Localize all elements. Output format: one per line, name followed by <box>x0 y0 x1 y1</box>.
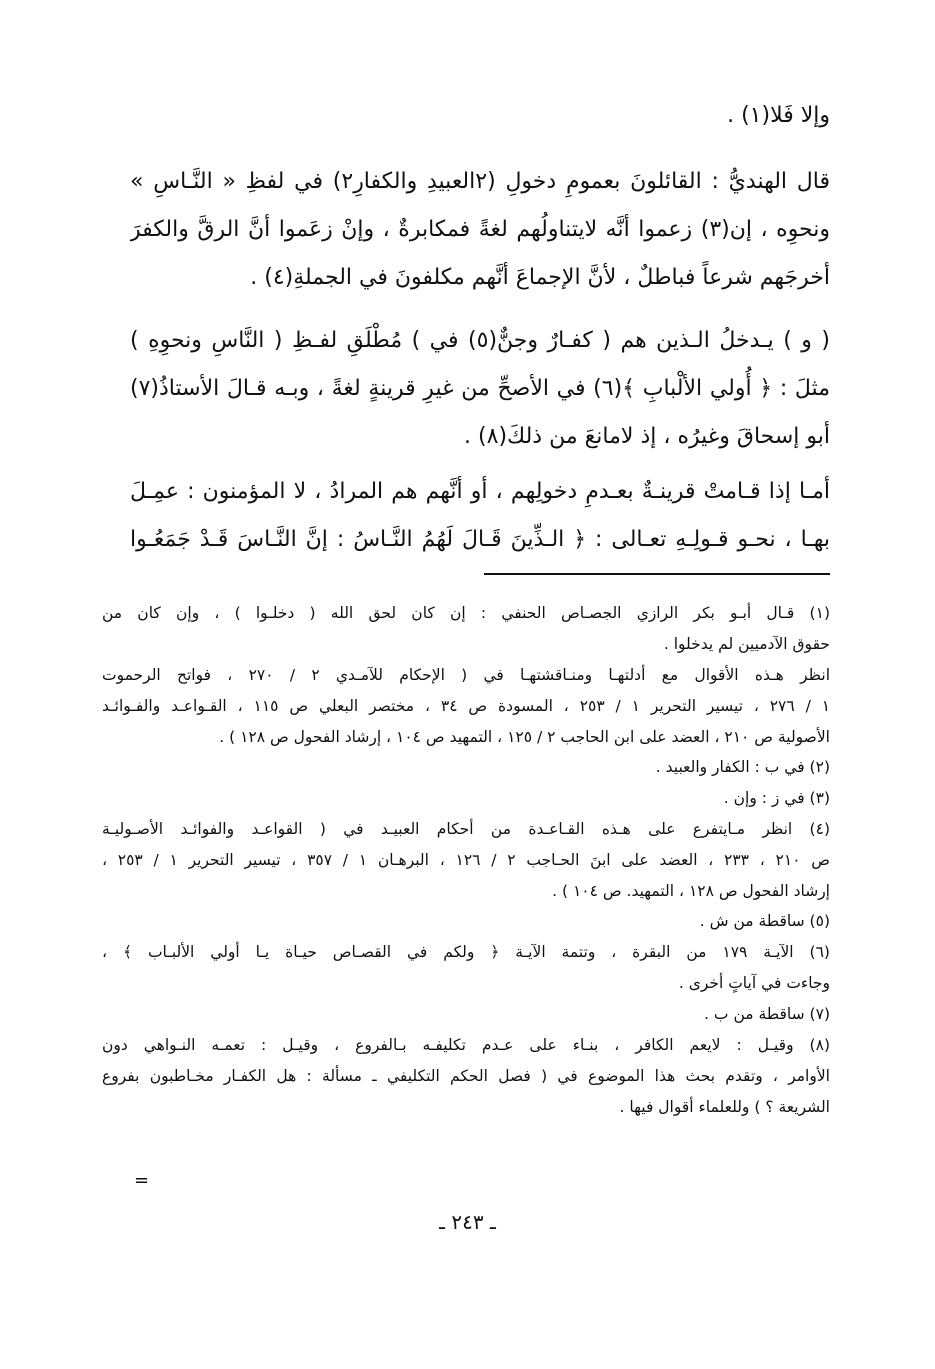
footnote-line: حقوق الآدميين لم يدخلوا . <box>663 634 830 653</box>
main-paragraph <box>130 92 830 140</box>
footnote <box>102 1030 830 1122</box>
footnote-separator <box>484 573 830 575</box>
footnote <box>102 937 830 999</box>
footnote-line: انظر هـذه الأقوال مع أدلتهـا ومنـاقشتهـا في ( الإحكام للآمـدي ٢ / ٢٧٠ ، فواتح الرحموت <box>102 666 830 684</box>
main-line: أخرجَهم شرعاً فباطلٌ ، لأنَّ الإجماعَ أنَّهم مكلفونَ في الجملةِ(٤) . <box>250 265 830 290</box>
footnote-line: (٢) في ب : الكفار والعبيد . <box>655 758 830 776</box>
main-paragraph <box>130 158 830 302</box>
main-line: بهـا ، نحـو قـولِـهِ تعـالى : ﴿ الـذِّينَ قَـالَ لَهُمُ النَّـاسُ : إنَّ النَّـاسَ قَـدْ جَمَعُـوا <box>130 527 830 552</box>
main-line: أمـا إذا قـامتْ قرينـةٌ بعـدمِ دخولِهم ، أو أنَّهم هم المرادُ ، لا المؤمنون : عمِـلَ <box>130 479 830 504</box>
footnote-line: إرشاد الفحول ص ١٢٨ ، التمهيد. ص ١٠٤ ) . <box>552 881 830 900</box>
main-paragraph <box>130 317 830 461</box>
footnote-line: (١) قـال أبـو بكر الرازي الجصـاص الحنفي : إن كان لحق الله ( دخلـوا ) ، وإن كان من <box>102 604 830 622</box>
footnote-line: وجاءت في آياتٍ أخرى . <box>678 973 830 992</box>
footnote-line: (٣) في ز : وإن . <box>723 789 830 807</box>
page-number: ـ ٢٤٣ ـ <box>439 1210 496 1234</box>
footnote-line: الأوامر ، وتقدم بحث هذا الموضوع في ( فصل الحكم التكليفي ـ مسألة : هل الكفـار مخـاطبون بفروع <box>102 1066 830 1085</box>
footnote-line: الشريعة ؟ ) وللعلماء أقوال فيها . <box>619 1097 830 1116</box>
footnote-line: (٧) ساقطة من ب . <box>704 1005 830 1023</box>
footnote <box>102 660 830 752</box>
footnote-line: (٥) ساقطة من ش . <box>699 912 830 930</box>
footnote-line: ١ / ٢٧٦ ، تيسير التحرير ١ / ٢٥٣ ، المسودة ص ٣٤ ، مختصر البعلي ص ١١٥ ، القـواعـد والفـوائـد <box>102 696 830 715</box>
footnote-line: الأصولية ص ٢١٠ ، العضد على ابن الحاجب ٢ / ١٢٥ ، التمهيد ص ١٠٤ ، إرشاد الفحول ص ١٢٨ ) . <box>219 727 830 746</box>
footnote-line: ص ٢١٠ ، ٢٣٣ ، العضد على ابنَ الحـاجب ٢ / ١٢٦ ، البرهـان ١ / ٣٥٧ ، تيسير التحرير ١ / ٢٥٣ ، <box>102 850 830 869</box>
footnote-line: (٦) الآيـة ١٧٩ من البقرة ، وتتمة الآيـة ﴿ ولكم في القصـاص حيـاة يـا أولي الألبـاب ﴾ ، <box>102 943 830 961</box>
footnote <box>102 598 830 660</box>
main-paragraph <box>130 468 830 564</box>
footnote-line: (٨) وقيـل : لايعم الكافر ، بنـاء على عـدم تكليفـه بـالفروع ، وقيـل : تعمـه النـواهي دون <box>102 1036 830 1054</box>
main-line: قال الهنديُّ : القائلونَ بعمومِ دخولِ (٢العبيدِ والكفارِ٢) في لفظِ « النَّـاسِ » <box>130 169 830 194</box>
footnote <box>102 752 830 783</box>
main-line: مثلَ : ﴿ أُولي الألْبابِ ﴾(٦) في الأصحِّ من غيرِ قرينةٍ لغةً ، وبـه قـالَ الأستاذُ(٧) <box>130 376 830 401</box>
main-line: ( و ) يـدخلُ الـذين هم ( كفـارٌ وجنٌّ(٥) في ) مُطْلَقِ لفـظِ ( النَّاسِ ونحوِهِ ) <box>130 328 830 353</box>
footnote <box>102 999 830 1030</box>
footnote <box>102 814 830 906</box>
main-line: وإلا فَلا(١) . <box>727 103 830 128</box>
footnote <box>102 906 830 937</box>
footnote <box>102 783 830 814</box>
main-line: ونحوِه ، إن(٣) زعموا أنَّه لايتناولُهم لغةً فمكابرةٌ ، وإنْ زعَموا أنَّ الرقَّ والكفرَ <box>130 217 830 242</box>
continuation-mark: = <box>134 1170 150 1191</box>
main-line: أبو إسحاقَ وغيرُه ، إذ لامانعَ من ذلكَ(٨) . <box>464 424 830 449</box>
footnote-line: (٤) انظر مـايتفرع على هـذه القـاعـدة من أحكام العبيـد في ( القواعـد والفوائـد الأصـوليـة <box>102 820 830 838</box>
